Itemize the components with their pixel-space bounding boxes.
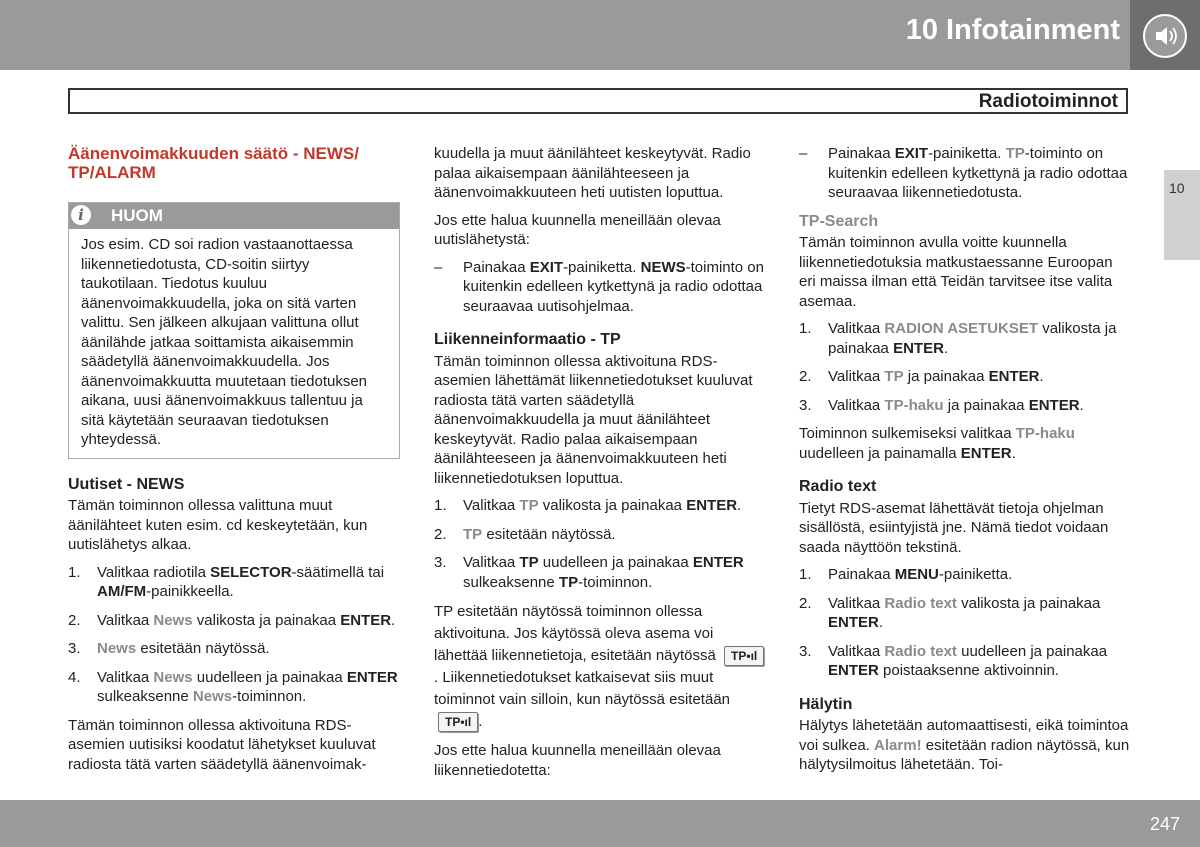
list-item: 3. Valitkaa Radio text uudelleen ja painakaa ENTER poistaaksenne aktivoinnin. (799, 642, 1108, 679)
list-item: 1. Valitkaa radiotila SELECTOR-säätimellä tai AM/FM-painikkeella. (68, 563, 385, 600)
column-2 (434, 144, 766, 788)
alarm-heading: Hälytin (799, 695, 853, 713)
paragraph: Jos ette halua kuunnella meneillään olevaa uutislähetystä: (434, 211, 721, 248)
news-after: Tämän toiminnon ollessa aktivoituna RDS-asemien uutisiksi koodatut lähetykset kuuluvat radiosta tätä varten säädetyllä äänenvoimak- (68, 716, 376, 773)
note-box (68, 202, 400, 459)
paragraph: kuudella ja muut äänilähteet keskeytyvät. Radio palaa aikaisempaan äänilähteeseen ja äänenvoimakkuuteen heti uutisten loputtua. (434, 145, 751, 201)
tp-display-paragraph: TP esitetään näytössä toiminnon ollessa aktivoituna. Jos käytössä oleva asema voi lähettää liikennetietoja, esitetään näytössä TP•ıl. Liikennetiedotukset katkaisevat siis muut toiminnot vain silloin, kun näytössä esitetään TP•ıl . (434, 601, 766, 733)
side-tab-label: 10 (1169, 180, 1185, 196)
volume-heading: Äänenvoimakkuuden säätö - NEWS/ TP/ALARM (68, 144, 359, 182)
page-number: 247 (1149, 814, 1180, 834)
tp-steps (434, 496, 766, 592)
news-intro: Tämän toiminnon ollessa valittuna muut äänilähteet kuten esim. cd keskeytetään, kun uutislähetys alkaa. (68, 497, 368, 553)
radio-text-intro: Tietyt RDS-asemat lähettävät tietoja ohjelman sisällöstä, esiintyjistä jne. Nämä tiedot voidaan saada näyttöön tekstinä. (799, 499, 1109, 556)
alarm-text: Hälytys lähetetään automaattisesti, eikä toimintoa voi sulkea. Alarm! esitetään radion näytössä, kun hälytysilmoitus lähetetään. Toi- (799, 717, 1130, 773)
header-bar (0, 0, 1200, 70)
list-item: 3. Valitkaa TP-haku ja painakaa ENTER. (799, 396, 1084, 414)
radio-text-heading: Radio text (799, 478, 877, 495)
note-label: HUOM (111, 206, 163, 225)
list-item: 3. News esitetään näytössä. (68, 640, 270, 657)
footer-bar (0, 800, 1200, 847)
column-3 (799, 144, 1131, 783)
list-item: 2. Valitkaa TP ja painakaa ENTER. (799, 368, 1044, 385)
tp-search-close: Toiminnon sulkemiseksi valitkaa TP-haku uudelleen ja painamalla ENTER. (799, 425, 1075, 462)
chapter-side-tab (1164, 170, 1200, 260)
tp-search-heading: TP-Search (799, 212, 879, 230)
tp-display-icon: TP•ıl (438, 712, 478, 732)
list-item: 1. Valitkaa RADION ASETUKSET valikosta ja painakaa ENTER. (799, 320, 1117, 357)
list-item: 1. Painakaa MENU-painiketta. (799, 566, 1013, 583)
chapter-icon-box (1130, 0, 1200, 70)
list-item: – Painakaa EXIT-painiketta. TP-toiminto on kuitenkin edelleen kytkettynä ja radio odottaa seuraavaa liikennetiedotusta. (799, 145, 1128, 201)
tp-search-steps (799, 319, 1131, 415)
list-item: – Painakaa EXIT-painiketta. NEWS-toiminto on kuitenkin edelleen kytkettynä ja radio odottaa seuraavaa uutisohjelmaa. (434, 258, 764, 315)
list-item: 4. Valitkaa News uudelleen ja painakaa ENTER sulkeaksenne News-toiminnon. (68, 668, 398, 705)
note-text: Jos esim. CD soi radion vastaanottaessa liikennetiedotusta, CD-soitin siirtyy taukotilaan. Tiedotus kuuluu äänenvoimakkuudella, joka on sitä varten valittu. Sen jälkeen alkujaan valittuna ollut äänilähde jatkaa soittamista aikaisemmin säädetyllä äänenvoimakkuudella. Jos äänenvoimakkuutta muutetaan tiedotuksen aikana, uusi äänenvoimakkuus tallentuu ja sitä käytetään seuraavan tiedotuksen yhteydessä. (81, 236, 368, 448)
list-item: 1. Valitkaa TP valikosta ja painakaa ENTER. (434, 497, 742, 514)
tp-display-icon: TP•ıl (724, 646, 764, 666)
list-item: 3. Valitkaa TP uudelleen ja painakaa ENTER sulkeaksenne TP-toiminnon. (434, 554, 744, 591)
tp-heading: Liikenneinformaatio - TP (434, 331, 621, 348)
news-steps (68, 563, 400, 707)
radio-text-steps (799, 565, 1131, 681)
section-title: Radiotoiminnot (978, 91, 1118, 112)
tp-search-intro: Tämän toiminnon avulla voitte kuunnella liikennetiedotuksia matkustaessanne Euroopan eri maissa ilman että Teidän tarvitsee itse valita asemaa. (799, 234, 1113, 310)
list-item: 2. TP esitetään näytössä. (434, 525, 616, 543)
tp-intro: Tämän toiminnon ollessa aktivoituna RDS-asemien lähettämät liikennetiedotukset kuuluvat radiosta tätä varten säädetyllä äänenvoimakkuudella ja muut äänilähteet keskeytyvät. Radio palaa aikaisempaan äänilähteeseen ja äänenvoimakkuuteen heti liikennetiedotuksen loputtua. (434, 352, 753, 487)
speaker-icon (1143, 14, 1187, 58)
section-bar (68, 88, 1128, 114)
paragraph: Jos ette halua kuunnella meneillään olevaa liikennetiedotetta: (434, 742, 721, 779)
list-item: 2. Valitkaa News valikosta ja painakaa ENTER. (68, 611, 396, 629)
list-item: 2. Valitkaa Radio text valikosta ja painakaa ENTER. (799, 594, 1101, 631)
note-header (69, 203, 399, 229)
dash-list (434, 258, 766, 317)
news-heading: Uutiset - NEWS (68, 475, 185, 493)
column-1 (68, 144, 400, 782)
info-icon: i (71, 205, 91, 225)
chapter-title: 10 Infotainment (905, 14, 1120, 46)
dash-list (799, 144, 1131, 203)
